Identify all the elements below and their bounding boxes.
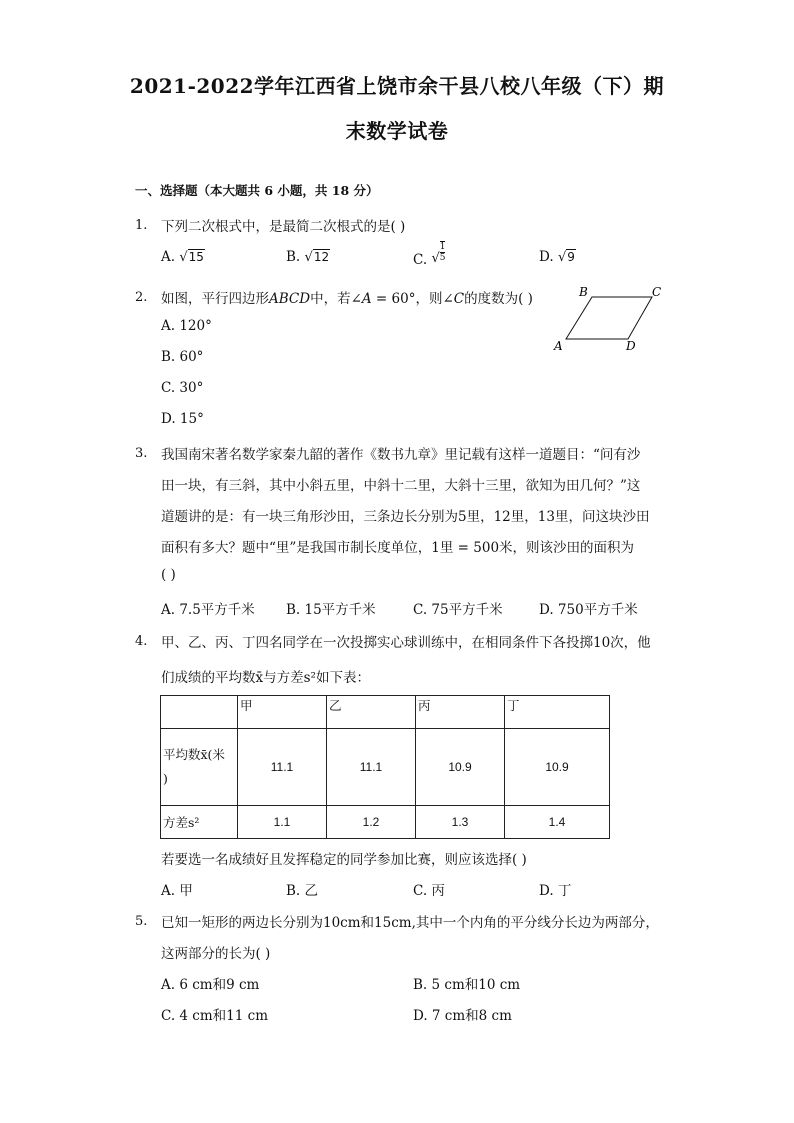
q2-stem-angle-c: C (453, 291, 465, 307)
q1-option-d-radical: √9 (557, 250, 575, 265)
q1-number: 1. (135, 218, 148, 233)
q1-option-c[interactable] (413, 242, 446, 268)
q2-number: 2. (135, 290, 148, 305)
q2-stem-post: 的度数为( ) (464, 291, 533, 307)
q1-option-c-radical: √ (431, 250, 440, 266)
q4-option-c[interactable]: C. 丙 (413, 883, 445, 899)
q4-option-b[interactable]: B. 乙 (286, 883, 319, 899)
q1-option-b-letter: B. (286, 249, 301, 265)
exam-title-line-2: 末数学试卷 (345, 119, 449, 143)
table-row-variance (161, 806, 610, 839)
table-header-jia: 甲 (238, 696, 327, 729)
table-cell: 1.1 (238, 806, 327, 839)
q2-stem (161, 287, 533, 307)
table-corner-cell (161, 696, 238, 729)
table-header-ding: 丁 (505, 696, 610, 729)
row-label-mean-a: 平均数x̄(米 (163, 747, 225, 762)
q3-number: 3. (135, 446, 148, 461)
q2-option-c[interactable]: C. 30° (161, 380, 204, 396)
q5-option-a[interactable]: A. 6 cm和9 cm (161, 977, 260, 993)
q1-option-d-radicand: 9 (567, 250, 575, 264)
q2-option-d[interactable]: D. 15° (161, 411, 204, 427)
q1-option-b-radicand: 12 (313, 250, 330, 264)
table-cell: 11.1 (238, 729, 327, 806)
q5-line-1: 已知一矩形的两边长分别为10cm和15cm,其中一个内角的平分线分长边为两部分， (161, 915, 659, 931)
q4-followup: 若要选一名成绩好且发挥稳定的同学参加比赛，则应该选择( ) (161, 852, 527, 868)
vertex-label-a: A (554, 339, 563, 353)
q1-option-c-letter: C. (413, 251, 428, 268)
q3-option-b[interactable]: B. 15平方千米 (286, 602, 376, 618)
parallelogram-figure (548, 282, 668, 354)
q4-line-1: 甲、乙、丙、丁四名同学在一次投掷实心球训练中，在相同条件下各投掷10次，他 (161, 635, 651, 651)
exam-title-line-1: 2021-2022学年江西省上饶市余干县八校八年级（下）期 (129, 74, 665, 98)
row-label-mean (161, 729, 238, 806)
vertex-label-c: C (652, 285, 662, 299)
q1-option-c-fraction (440, 241, 446, 263)
q3-option-d[interactable]: D. 750平方千米 (539, 602, 638, 618)
vertex-label-d: D (626, 339, 636, 353)
q2-option-a[interactable]: A. 120° (161, 318, 212, 334)
parallelogram-shape (566, 297, 652, 339)
table-cell: 1.2 (327, 806, 416, 839)
q2-stem-angle-a: A (361, 291, 372, 307)
table-cell: 10.9 (416, 729, 505, 806)
q3-line-3: 道题讲的是：有一块三角形沙田，三条边长分别为5里，12里，13里，问这块沙田 (161, 509, 650, 525)
q4-option-a[interactable]: A. 甲 (161, 883, 193, 899)
q2-stem-eq: = 60°，则∠ (371, 291, 454, 307)
table-row-mean (161, 729, 610, 806)
vertex-label-b: B (579, 285, 588, 299)
q3-line-5: ( ) (161, 567, 176, 583)
table-cell: 10.9 (505, 729, 610, 806)
q1-option-a-radicand: 15 (188, 250, 204, 264)
q1-option-d[interactable] (539, 249, 576, 265)
table-cell: 1.4 (505, 806, 610, 839)
q1-option-a[interactable] (161, 249, 205, 265)
q2-option-b[interactable]: B. 60° (161, 349, 204, 365)
row-label-mean-b: ) (163, 771, 168, 786)
table-header-yi: 乙 (327, 696, 416, 729)
q1-option-a-letter: A. (161, 249, 176, 265)
section-heading: 一、选择题（本大题共 6 小题，共 18 分） (135, 183, 379, 198)
q2-stem-mid: 中，若∠ (310, 291, 362, 307)
q3-line-4: 面积有多大？题中“里”是我国市制长度单位，1里 = 500米，则该沙田的面积为 (161, 540, 635, 556)
q2-stem-abcd: ABCD (269, 291, 311, 307)
table-header-bing: 丙 (416, 696, 505, 729)
q3-option-c[interactable]: C. 75平方千米 (413, 602, 503, 618)
q3-line-2: 田一块，有三斜，其中小斜五里，中斜十二里，大斜十三里，欲知为田几何？”这 (161, 478, 641, 494)
q4-line-2: 们成绩的平均数x̄与方差s²如下表： (161, 670, 370, 686)
table-header-row (161, 696, 610, 729)
q3-line-1: 我国南宋著名数学家秦九韶的著作《数书九章》里记载有这样一道题目：“问有沙 (161, 447, 641, 463)
q4-number: 4. (135, 634, 148, 649)
q5-option-c[interactable]: C. 4 cm和11 cm (161, 1008, 269, 1024)
row-label-variance: 方差s² (161, 806, 238, 839)
q1-option-c-numerator: 1 (439, 242, 446, 252)
table-cell: 11.1 (327, 729, 416, 806)
q4-option-d[interactable]: D. 丁 (539, 883, 572, 899)
q1-stem: 下列二次根式中，是最简二次根式的是( ) (161, 219, 406, 235)
q3-option-a[interactable]: A. 7.5平方千米 (161, 602, 255, 618)
q1-option-a-radical: √15 (179, 250, 204, 265)
q2-stem-pre: 如图，平行四边形 (161, 291, 269, 307)
q1-option-c-denominator: 5 (439, 253, 446, 263)
q5-line-2: 这两部分的长为( ) (161, 946, 271, 962)
q1-option-d-letter: D. (539, 249, 554, 265)
q5-number: 5. (135, 914, 148, 929)
q5-option-d[interactable]: D. 7 cm和8 cm (413, 1008, 512, 1024)
q4-stats-table (160, 695, 610, 839)
q1-option-b-radical: √12 (304, 250, 330, 265)
q1-option-b[interactable] (286, 249, 330, 265)
table-cell: 1.3 (416, 806, 505, 839)
q5-option-b[interactable]: B. 5 cm和10 cm (413, 977, 521, 993)
